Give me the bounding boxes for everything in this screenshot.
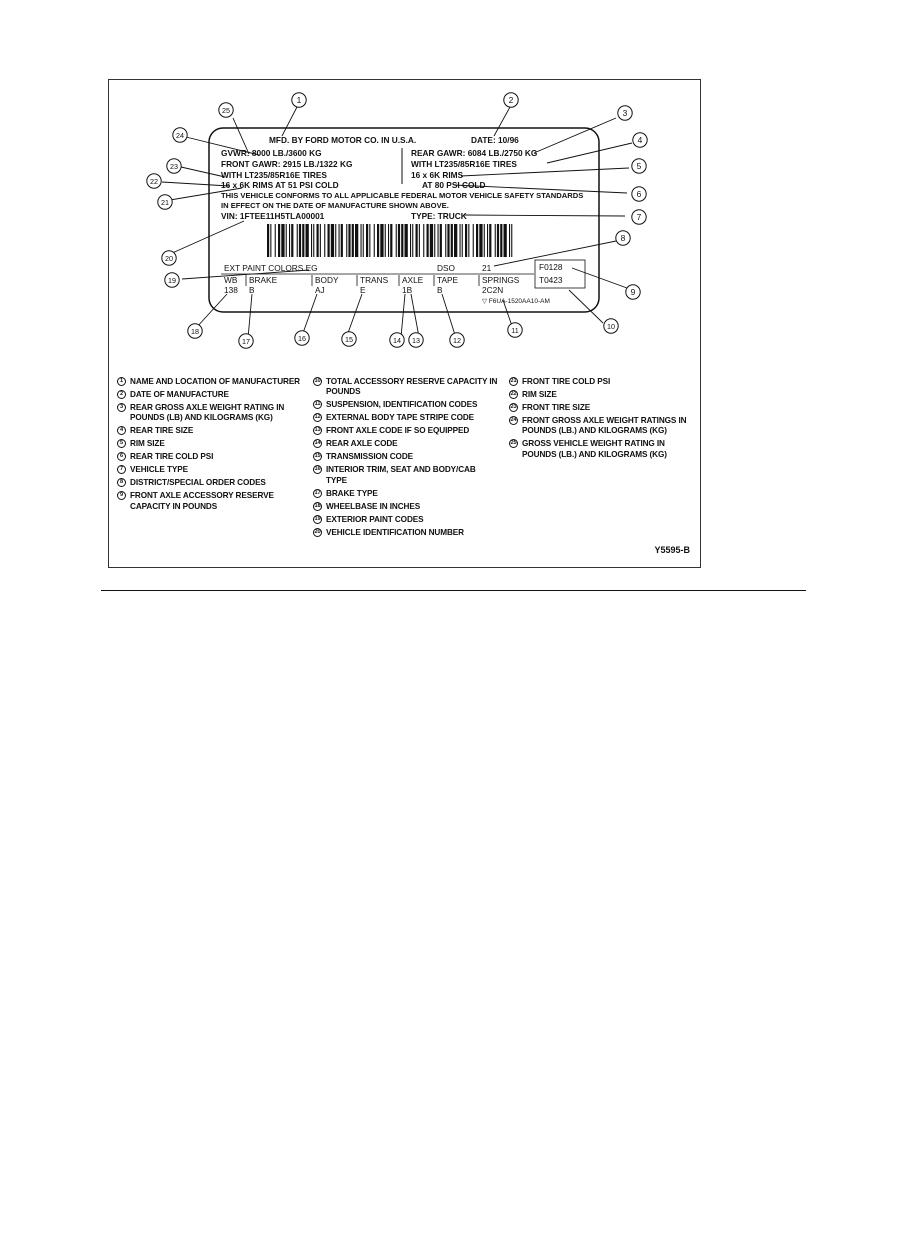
barcode-bar: [390, 224, 392, 257]
callout-21: [158, 195, 172, 209]
legend-text: GROSS VEHICLE WEIGHT RATING IN POUNDS (LB.) AND KILOGRAMS (KG): [522, 439, 667, 459]
barcode-bar: [374, 224, 375, 257]
legend-item: [313, 528, 498, 538]
legend-number: 1: [117, 377, 126, 386]
callout-22: [147, 174, 161, 188]
legend-item: [117, 426, 302, 436]
legend-text: BRAKE TYPE: [326, 488, 378, 498]
legend-item: [313, 452, 498, 462]
legend-item: [509, 377, 689, 387]
barcode-bar: [388, 224, 389, 257]
callout-2: [504, 93, 518, 107]
barcode-bar: [401, 224, 403, 257]
legend-text: FRONT AXLE ACCESSORY RESERVE CAPACITY IN POUNDS: [130, 491, 274, 511]
barcode-bar: [352, 224, 354, 257]
barcode-bar: [434, 224, 435, 257]
legend-item: [117, 403, 302, 424]
label-trans-value: E: [360, 285, 366, 295]
callout-15: [342, 332, 356, 346]
legend-number: 18: [314, 502, 321, 509]
figure-id: Y5595-B: [654, 545, 690, 555]
barcode-bar: [419, 224, 420, 257]
legend-text: TOTAL ACCESSORY RESERVE CAPACITY IN POUNDS: [326, 377, 498, 397]
legend-text: TRANSMISSION CODE: [326, 452, 414, 462]
barcode-bar: [289, 224, 290, 257]
barcode-bar: [489, 224, 491, 257]
page-divider: [101, 590, 806, 591]
barcode-bar: [278, 224, 280, 257]
callout-number: 11: [511, 326, 519, 335]
label-brake-header: BRAKE: [249, 275, 278, 285]
barcode-bar: [385, 224, 386, 257]
label-wb-value: 138: [224, 285, 238, 295]
barcode-bar: [317, 224, 319, 257]
label-rear-tires: WITH LT235/85R16E TIRES: [411, 159, 517, 169]
label-dso: DSO: [437, 263, 455, 273]
legend-text: REAR GROSS AXLE WEIGHT RATING IN POUNDS (LB) AND KILOGRAMS (KG): [130, 403, 285, 423]
barcode-bar: [423, 224, 424, 257]
barcode-bar: [339, 224, 340, 257]
callout-number: 4: [637, 135, 643, 145]
label-rear-psi: AT 80 PSI COLD: [422, 180, 486, 190]
barcode-bar: [410, 224, 411, 257]
legend-item: [313, 515, 498, 525]
barcode-bar: [440, 224, 442, 257]
legend-number: 9: [117, 491, 126, 500]
legend-number: 25: [510, 440, 517, 447]
barcode-bar: [473, 224, 474, 257]
label-date: DATE: 10/96: [471, 135, 519, 145]
legend-number: 7: [117, 465, 126, 474]
legend-item: [117, 377, 302, 387]
legend-item: [509, 390, 689, 400]
callout-number: 6: [636, 189, 642, 199]
barcode-bar: [430, 224, 433, 257]
callout-number: 21: [161, 198, 169, 207]
callout-number: 15: [345, 335, 353, 344]
callout-10: [604, 319, 618, 333]
label-front-rims: 16 x 6K RIMS AT 51 PSI COLD: [221, 180, 339, 190]
label-box-2: T0423: [539, 275, 563, 285]
legend-number: 24: [510, 417, 517, 423]
vin-barcode: [267, 224, 512, 257]
barcode-bar: [313, 224, 314, 257]
barcode-bar: [275, 224, 276, 257]
barcode-bar: [484, 224, 485, 257]
callout-number: 25: [222, 106, 230, 115]
legend-number: 14: [314, 440, 321, 447]
legend-item: [313, 489, 498, 499]
legend-item: [117, 491, 302, 512]
label-part-number: ▽ F6UA-1520AA10-AM: [482, 298, 550, 305]
barcode-bar: [495, 224, 496, 257]
label-conform-2: IN EFFECT ON THE DATE OF MANUFACTURE SHOWN ABOVE.: [221, 201, 449, 210]
label-conform-1: THIS VEHICLE CONFORMS TO ALL APPLICABLE FEDERAL MOTOR VEHICLE SAFETY STANDARDS: [221, 191, 584, 200]
legend-item: [313, 400, 498, 410]
legend-text: RIM SIZE: [522, 390, 557, 399]
callout-number: 10: [607, 322, 615, 331]
barcode-bar: [451, 224, 453, 257]
legend-item: [313, 465, 498, 486]
label-axle-header: AXLE: [402, 275, 424, 285]
barcode-bar: [355, 224, 358, 257]
barcode-bar: [454, 224, 457, 257]
legend-number: 6: [117, 452, 126, 461]
legend-number: 19: [314, 515, 321, 522]
callout-3: [618, 106, 632, 120]
barcode-bar: [468, 224, 469, 257]
barcode-bar: [291, 224, 293, 257]
callout-7: [632, 210, 646, 224]
legend-text: FRONT AXLE CODE IF SO EQUIPPED: [326, 426, 470, 436]
legend-text: FRONT TIRE COLD PSI: [522, 377, 611, 386]
label-rear-rims: 16 x 6K RIMS: [411, 170, 464, 180]
barcode-bar: [324, 224, 325, 257]
label-tape-header: TAPE: [437, 275, 459, 285]
callout-number: 17: [242, 337, 250, 346]
label-box-1: F0128: [539, 262, 563, 272]
legend-number: 22: [510, 391, 517, 397]
barcode-bar: [320, 224, 321, 257]
legend-text: VEHICLE IDENTIFICATION NUMBER: [326, 527, 464, 537]
callout-16: [295, 331, 309, 345]
callout-number: 16: [298, 334, 306, 343]
callout-number: 8: [620, 233, 626, 243]
label-wb-header: WB: [224, 275, 238, 285]
legend-item: [313, 377, 498, 398]
legend-text: INTERIOR TRIM, SEAT AND BODY/CAB TYPE: [326, 465, 476, 485]
callout-number: 12: [453, 336, 461, 345]
barcode-bar: [267, 224, 269, 257]
legend-number: 17: [314, 489, 321, 496]
legend-number: 23: [510, 404, 517, 410]
barcode-bar: [299, 224, 301, 257]
callout-9: [626, 285, 640, 299]
callout-20: [162, 251, 176, 265]
barcode-bar: [302, 224, 304, 257]
label-tape-value: B: [437, 285, 443, 295]
label-gvwr: GVWR: 8000 LB./3600 KG: [221, 148, 322, 158]
legend-item: [313, 439, 498, 449]
callout-6: [632, 187, 646, 201]
callout-14: [390, 333, 404, 347]
callout-number: 1: [296, 95, 302, 105]
barcode-bar: [476, 224, 478, 257]
label-rear-gawr: REAR GAWR: 6084 LB./2750 KG: [411, 148, 538, 158]
legend-number: 4: [117, 426, 126, 435]
callout-25: [219, 103, 233, 117]
callout-11: [508, 323, 522, 337]
barcode-bar: [438, 224, 439, 257]
legend-text: REAR TIRE COLD PSI: [130, 452, 214, 462]
legend-text: DISTRICT/SPECIAL ORDER CODES: [130, 478, 266, 488]
barcode-bar: [509, 224, 510, 257]
barcode-bar: [445, 224, 446, 257]
callout-5: [632, 159, 646, 173]
legend-text: EXTERIOR PAINT CODES: [326, 514, 424, 524]
label-mfd: MFD. BY FORD MOTOR CO. IN U.S.A.: [269, 135, 417, 145]
legend-text: WHEELBASE IN INCHES: [326, 501, 421, 511]
legend-column-3: [509, 377, 689, 463]
label-brake-value: B: [249, 285, 255, 295]
barcode-bar: [460, 224, 461, 257]
callout-number: 9: [630, 287, 636, 297]
barcode-bar: [497, 224, 499, 257]
barcode-bar: [286, 224, 287, 257]
legend-column-1: [117, 377, 302, 515]
barcode-bar: [377, 224, 379, 257]
callout-8: [616, 231, 630, 245]
barcode-bar: [511, 224, 512, 257]
legend-number: 8: [117, 478, 126, 487]
barcode-bar: [297, 224, 298, 257]
label-axle-value: 1B: [402, 285, 413, 295]
barcode-bar: [270, 224, 271, 257]
callout-number: 2: [508, 95, 514, 105]
barcode-bar: [281, 224, 284, 257]
barcode-bar: [462, 224, 463, 257]
legend-item: [509, 416, 689, 437]
barcode-bar: [465, 224, 467, 257]
barcode-bar: [416, 224, 418, 257]
barcode-bar: [487, 224, 488, 257]
legend-number: 16: [314, 466, 321, 473]
callout-1: [292, 93, 306, 107]
barcode-bar: [500, 224, 502, 257]
callout-19: [165, 273, 179, 287]
legend-item: [117, 465, 302, 475]
callout-number: 7: [636, 212, 642, 222]
vehicle-certification-label-figure: [108, 79, 701, 568]
label-body-header: BODY: [315, 275, 339, 285]
callout-24: [173, 128, 187, 142]
callout-number: 14: [393, 336, 401, 345]
callout-number: 22: [150, 177, 158, 186]
legend-item: [117, 452, 302, 462]
callout-23: [167, 159, 181, 173]
callout-number: 13: [412, 336, 420, 345]
legend-number: 11: [314, 401, 321, 408]
callout-number: 23: [170, 162, 178, 171]
barcode-bar: [504, 224, 507, 257]
barcode-bar: [361, 224, 362, 257]
barcode-bar: [398, 224, 400, 257]
legend-number: 15: [314, 453, 321, 460]
legend-number: 2: [117, 390, 126, 399]
label-springs-value: 2C2N: [482, 285, 504, 295]
legend-number: 21: [510, 378, 517, 384]
barcode-bar: [366, 224, 368, 257]
label-vin: VIN: 1FTEE11H5TLA00001: [221, 211, 325, 221]
label-front-tires: WITH LT235/85R16E TIRES: [221, 170, 327, 180]
legend-text: DATE OF MANUFACTURE: [130, 390, 229, 399]
legend-item: [313, 413, 498, 423]
barcode-bar: [348, 224, 350, 257]
legend-number: 10: [314, 378, 321, 384]
legend-item: [117, 390, 302, 400]
callout-12: [450, 333, 464, 347]
label-trans-header: TRANS: [360, 275, 389, 285]
barcode-bar: [412, 224, 413, 257]
label-body-value: AJ: [315, 285, 325, 295]
legend-number: 13: [314, 427, 321, 434]
barcode-bar: [328, 224, 330, 257]
legend-text: SUSPENSION, IDENTIFICATION CODES: [326, 400, 478, 410]
legend-column-2: [313, 377, 498, 541]
label-springs-header: SPRINGS: [482, 275, 520, 285]
barcode-bar: [427, 224, 429, 257]
legend-item: [117, 439, 302, 449]
callout-number: 19: [168, 276, 176, 285]
legend-item: [313, 426, 498, 436]
legend-number: 3: [117, 403, 126, 412]
barcode-bar: [341, 224, 343, 257]
legend-text: RIM SIZE: [130, 439, 165, 449]
callout-4: [633, 133, 647, 147]
barcode-bar: [447, 224, 449, 257]
legend-text: REAR TIRE SIZE: [130, 426, 194, 436]
callout-number: 18: [191, 327, 199, 336]
callout-13: [409, 333, 423, 347]
barcode-bar: [369, 224, 370, 257]
legend-item: [509, 439, 689, 460]
callout-17: [239, 334, 253, 348]
callout-number: 24: [176, 131, 184, 140]
label-front-gawr: FRONT GAWR: 2915 LB./1322 KG: [221, 159, 353, 169]
barcode-bar: [405, 224, 408, 257]
label-type: TYPE: TRUCK: [411, 211, 467, 221]
barcode-bar: [396, 224, 397, 257]
legend-text: EXTERNAL BODY TAPE STRIPE CODE: [326, 413, 475, 423]
label-dso-value: 21: [482, 263, 492, 273]
legend-item: [117, 478, 302, 488]
barcode-bar: [335, 224, 336, 257]
barcode-bar: [380, 224, 383, 257]
callout-number: 20: [165, 254, 173, 263]
legend-text: FRONT TIRE SIZE: [522, 403, 591, 412]
legend-number: 5: [117, 439, 126, 448]
legend-text: FRONT GROSS AXLE WEIGHT RATINGS IN POUNDS (LB.) AND KILOGRAMS (KG): [522, 416, 687, 436]
barcode-bar: [346, 224, 347, 257]
barcode-bar: [311, 224, 312, 257]
legend-number: 12: [314, 414, 321, 421]
barcode-bar: [306, 224, 309, 257]
callout-18: [188, 324, 202, 338]
barcode-bar: [363, 224, 364, 257]
callout-number: 3: [622, 108, 628, 118]
legend-number: 20: [314, 528, 321, 535]
legend-text: REAR AXLE CODE: [326, 439, 398, 449]
legend-item: [509, 403, 689, 413]
callout-number: 5: [636, 161, 642, 171]
legend-text: NAME AND LOCATION OF MANUFACTURER: [130, 377, 300, 386]
barcode-bar: [331, 224, 334, 257]
legend-text: VEHICLE TYPE: [130, 465, 188, 475]
barcode-bar: [479, 224, 482, 257]
label-ext-paint: EXT PAINT COLORS EG: [224, 263, 318, 273]
legend-item: [313, 502, 498, 512]
